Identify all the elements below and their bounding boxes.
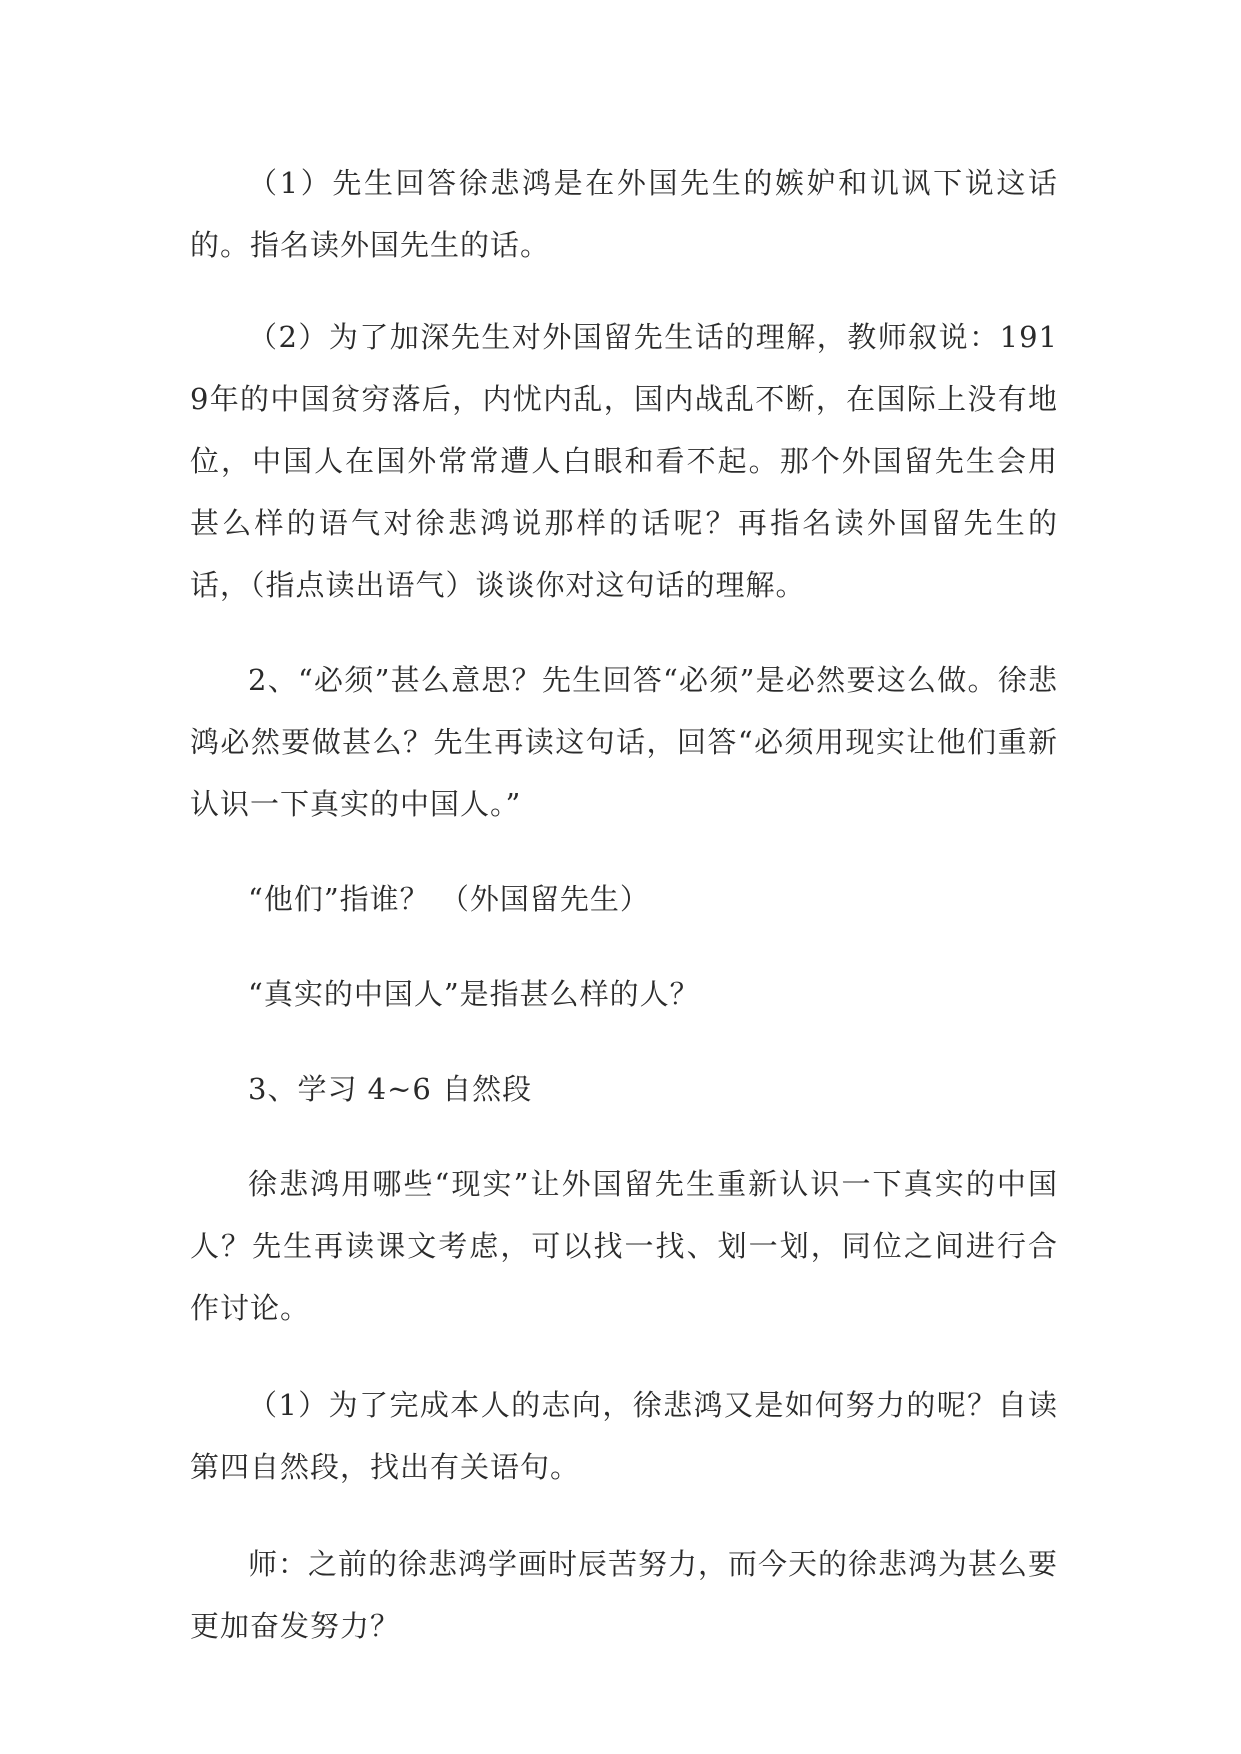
paragraph-7: （1）为了完成本人的志向，徐悲鸿又是如何努力的呢？自读第四自然段，找出有关语句。 xyxy=(190,1388,1058,1484)
paragraph-8: 师：之前的徐悲鸿学画时辰苦努力，而今天的徐悲鸿为甚么要更加奋发努力？ xyxy=(190,1547,1059,1643)
paragraph-5: “真实的中国人”是指甚么样的人？ xyxy=(248,977,700,1011)
paragraph-2: （2）为了加深先生对外国留先生话的理解，教师叙说：1919年的中国贫穷落后，内忧内乱，国内战乱不断，在国际上没有地位，中国人在国外常常遭人白眼和看不起。那个外国留先生会用甚么样的语气对徐悲鸿说那样的话呢？再指名读外国留先生的话，（指点读出语气）谈谈你对这句话的理解。 xyxy=(190,320,1058,602)
paragraph-1: （1）先生回答徐悲鸿是在外国先生的嫉妒和讥讽下说这话的。指名读外国先生的话。 xyxy=(190,166,1058,262)
paragraph-6: 徐悲鸿用哪些“现实”让外国留先生重新认识一下真实的中国人？先生再读课文考虑，可以找一找、划一划，同位之间进行合作讨论。 xyxy=(190,1167,1058,1325)
document-body xyxy=(190,152,1058,1657)
section-heading-3: 3、学习 4~6 自然段 xyxy=(248,1072,533,1106)
paragraph-4: “他们”指谁？ （外国留先生） xyxy=(248,882,650,916)
paragraph-3: 2、“必须”甚么意思？先生回答“必须”是必然要这么做。徐悲鸿必然要做甚么？先生再读这句话，回答“必须用现实让他们重新认识一下真实的中国人。” xyxy=(190,663,1058,821)
